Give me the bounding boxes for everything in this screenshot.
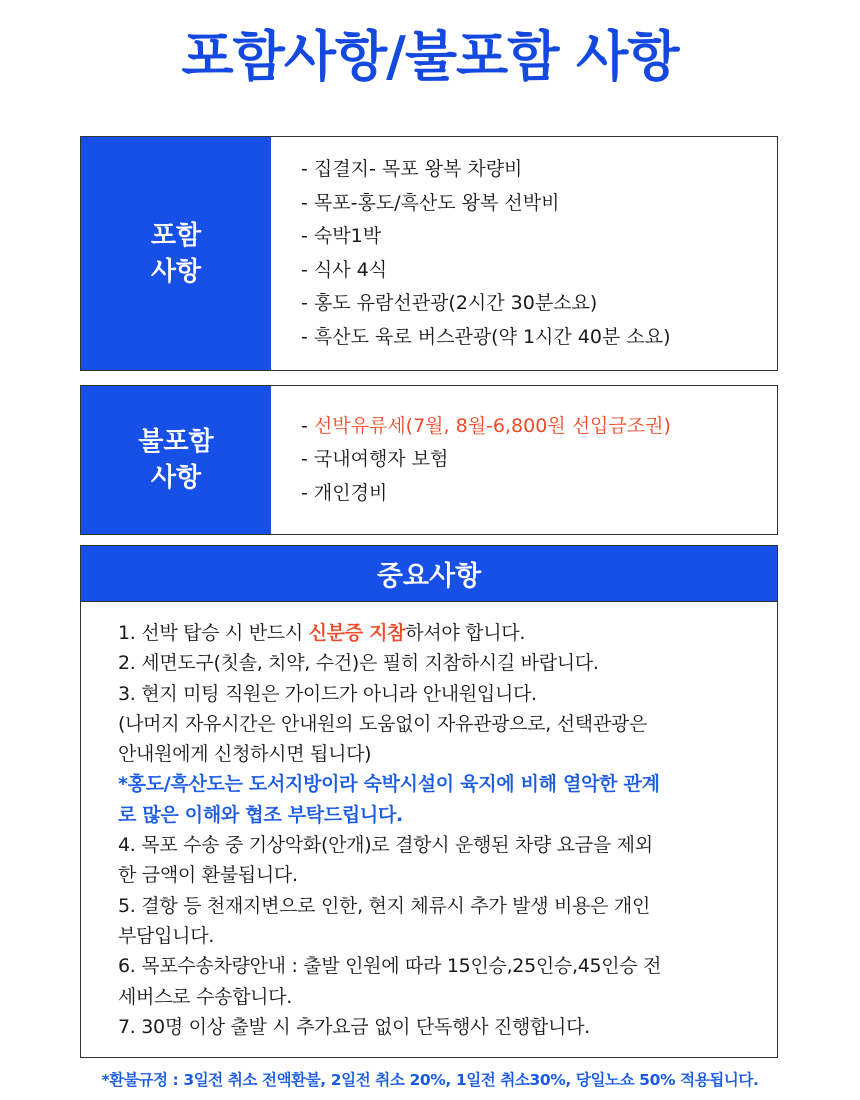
important-header: 중요사항 — [81, 546, 777, 602]
excluded-item — [301, 410, 671, 444]
included-label-line2: 사항 — [150, 256, 202, 287]
important-line: 2. 세면도구(칫솔, 치약, 수건)은 필히 지참하시길 바랍니다. — [118, 652, 599, 675]
included-item: - 목포-홍도/흑산도 왕복 선박비 — [301, 191, 560, 214]
included-item: - 흑산도 육로 버스관광(약 1시간 40분 소요) — [301, 325, 671, 348]
included-item: - 홍도 유람선관광(2시간 30분소요) — [301, 292, 598, 314]
page-title: 포함사항/불포함 사항 — [181, 25, 679, 88]
included-section — [80, 136, 778, 371]
important-line: 5. 결항 등 천재지변으로 인한, 현지 체류시 추가 발생 비용은 개인 — [118, 894, 651, 917]
important-line: 6. 목포수송차량안내 : 출발 인원에 따라 15인승,25인승,45인승 전 — [118, 955, 662, 978]
island-notice: *홍도/흑산도는 도서지방이라 숙박시설이 육지에 비해 열악한 관계 — [118, 773, 660, 796]
important-line: 한 금액이 환불됩니다. — [118, 864, 298, 887]
included-label — [81, 137, 271, 370]
important-line1-after: 하셔야 합니다. — [405, 622, 526, 644]
important-line1-before: 1. 선박 탑승 시 반드시 — [118, 622, 309, 644]
important-line: 세버스로 수송합니다. — [118, 985, 292, 1008]
fuel-surcharge-note: 선박유류세(7월, 8월-6,800원 선입금조권) — [313, 414, 671, 437]
excluded-label — [81, 386, 271, 534]
important-list — [81, 602, 777, 1042]
excluded-item: - 개인경비 — [301, 481, 388, 504]
refund-policy: *환불규정 : 3일전 취소 전액환불, 2일전 취소 20%, 1일전 취소30%, 당일노쇼 50% 적용됩니다. — [101, 1071, 759, 1089]
excluded-label-line2: 사항 — [150, 463, 202, 493]
important-line: 3. 현지 미팅 직원은 가이드가 아니라 안내원입니다. — [118, 682, 537, 705]
important-line: 안내원에게 신청하시면 됩니다) — [118, 743, 372, 766]
excluded-section — [80, 385, 778, 535]
included-item: - 집결지- 목포 왕복 차량비 — [301, 158, 523, 180]
excluded-list — [271, 386, 671, 534]
included-item: - 숙박1박 — [301, 225, 382, 247]
included-list — [271, 137, 671, 370]
included-item: - 식사 4식 — [301, 258, 388, 281]
important-line: 부담입니다. — [118, 924, 215, 947]
important-line — [118, 618, 777, 648]
excluded-item: - 국내여행자 보험 — [301, 448, 449, 471]
important-section — [80, 545, 778, 1058]
important-line: 7. 30명 이상 출발 시 추가요금 없이 단독행사 진행합니다. — [118, 1015, 590, 1038]
important-line: (나머지 자유시간은 안내원의 도움없이 자유관광으로, 선택관광은 — [118, 712, 648, 735]
excluded-label-line1: 불포함 — [138, 427, 214, 457]
island-notice: 로 많은 이해와 협조 부탁드립니다. — [118, 803, 403, 826]
id-card-highlight: 신분증 지참 — [308, 622, 406, 644]
important-line: 4. 목포 수송 중 기상악화(안개)로 결항시 운행된 차량 요금을 제외 — [118, 834, 653, 857]
included-label-line1: 포함 — [150, 220, 202, 251]
excluded-item-prefix: - — [301, 414, 314, 437]
